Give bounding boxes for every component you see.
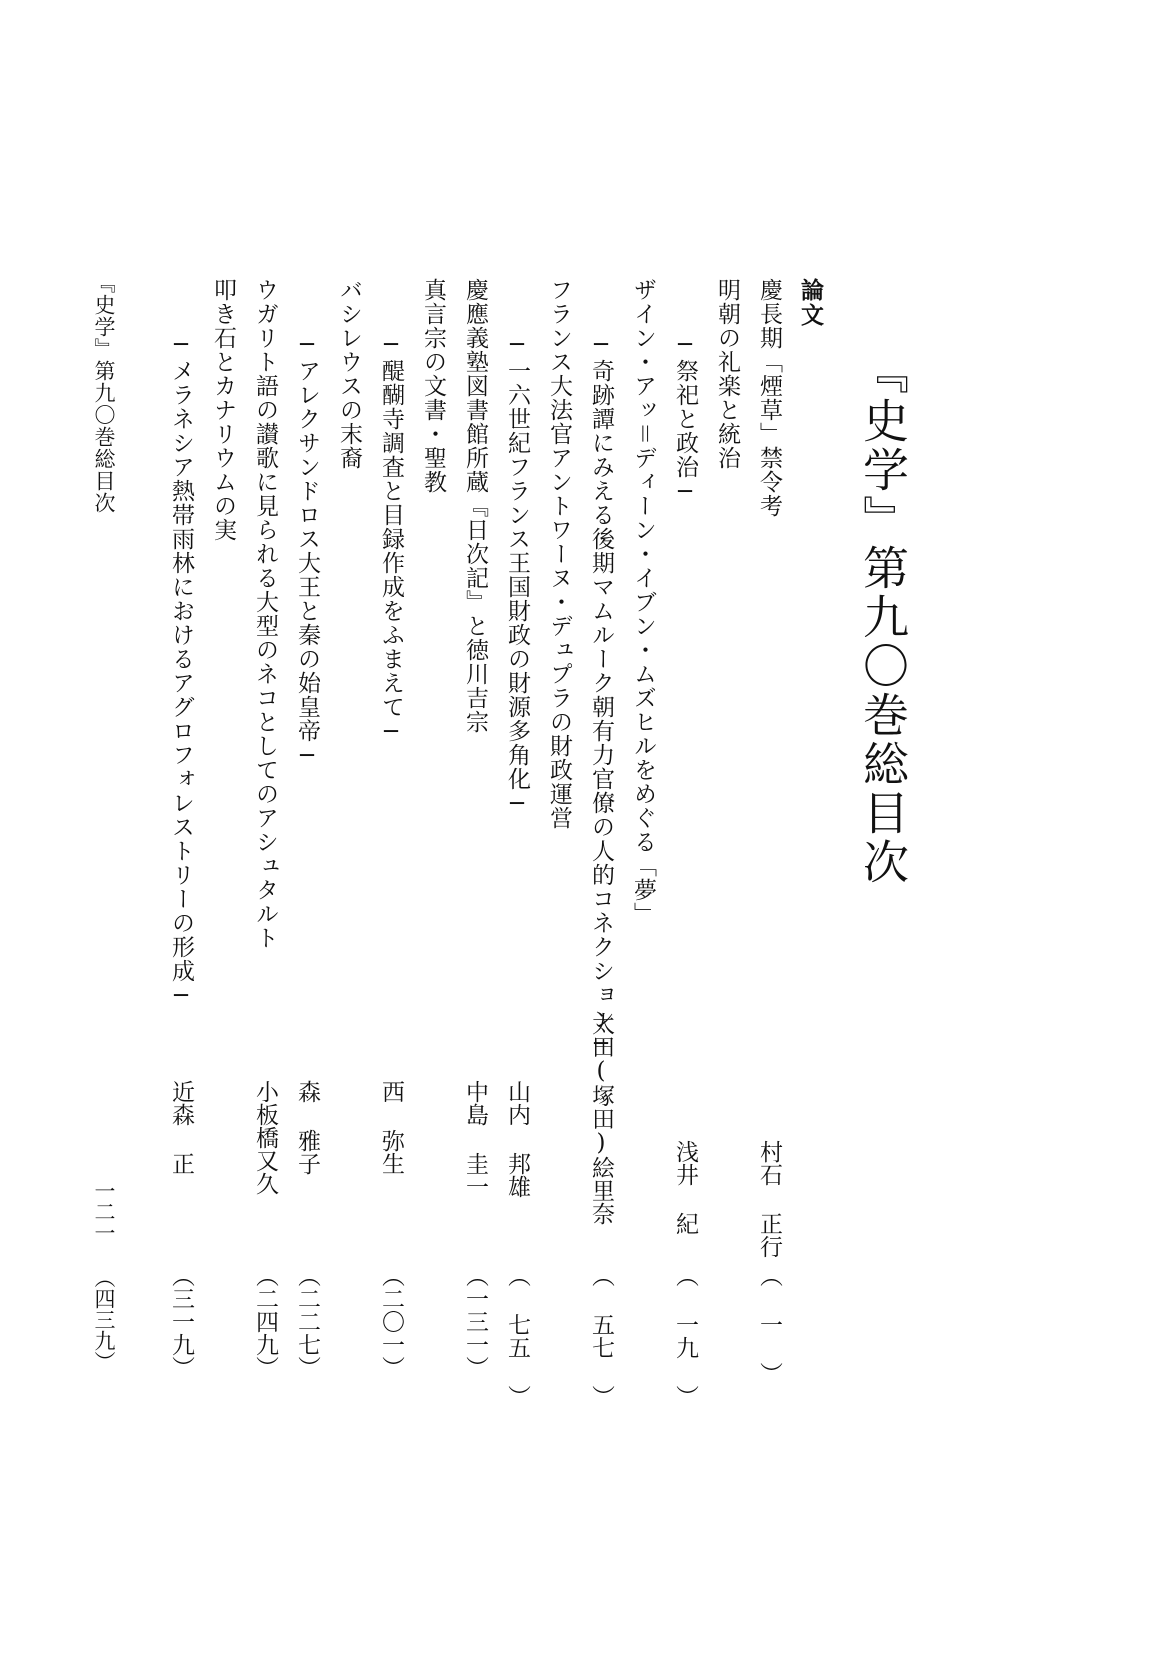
entry-title: ザイン・アッ＝ディーン・イブン・ムズヒルをめぐる「夢」 [630, 278, 656, 926]
entry-author: 西 弥生 [378, 1080, 404, 1175]
entry-page: （三一九） [168, 1264, 194, 1379]
entry-author: 山内 邦雄 [504, 1080, 530, 1198]
entry-subtitle: ─一六世紀フランス王国財政の財源多角化─ [504, 332, 530, 818]
footer-page-number: 一二一 （四三九） [92, 1180, 116, 1372]
entry-title: ウガリト語の讃歌に見られる大型のネコとしてのアシュタルト [252, 278, 278, 950]
entry-page: （二〇一） [378, 1264, 404, 1379]
entry-title: 明朝の礼楽と統治 [714, 278, 740, 470]
entry-page: （ 五七 ） [588, 1264, 614, 1408]
entry-author: 浅井 紀 [672, 1140, 698, 1235]
entry-page: （二四九） [252, 1264, 278, 1379]
entry-title: バシレウスの末裔 [336, 278, 362, 470]
entry-author: 中島 圭一 [462, 1080, 488, 1198]
entry-subtitle: ─アレクサンドロス大王と秦の始皇帝─ [294, 332, 320, 770]
entry-subtitle: ─奇跡譚にみえる後期マムルーク朝有力官僚の人的コネクション─ [588, 332, 614, 1058]
section-heading: 論文 [797, 278, 823, 328]
entry-title: 真言宗の文書・聖教 [420, 278, 446, 494]
entry-author: 近森 正 [168, 1080, 194, 1175]
entry-title: 慶應義塾図書館所蔵『日次記』と徳川吉宗 [462, 278, 488, 734]
entry-title: フランス大法官アントワーヌ・デュプラの財政運営 [546, 278, 572, 830]
entry-page: （ 七五 ） [504, 1264, 530, 1408]
entry-subtitle: ─メラネシア熱帯雨林におけるアグロフォレストリーの形成─ [168, 332, 194, 1010]
entry-subtitle: ─祭祀と政治─ [672, 332, 698, 506]
entry-subtitle: ─醍醐寺調査と目録作成をふまえて─ [378, 332, 404, 746]
running-footer: 『史学』第九〇巻総目次 [92, 272, 116, 514]
entry-page: （二二七） [294, 1264, 320, 1379]
entry-author: 太田(塚田)絵里奈 [588, 1012, 614, 1225]
entry-title: 慶長期「煙草」禁令考 [756, 278, 782, 518]
entry-title: 叩き石とカナリウムの実 [210, 278, 236, 542]
entry-page: （ 一 ） [756, 1264, 782, 1385]
page-title: 『史学』第九〇巻総目次 [856, 348, 910, 887]
entry-author: 小板橋又久 [252, 1080, 278, 1195]
entry-author: 森 雅子 [294, 1080, 320, 1175]
entry-page: （一三一） [462, 1264, 488, 1379]
entry-author: 村石 正行 [756, 1140, 782, 1258]
entry-page: （ 一九 ） [672, 1264, 698, 1408]
